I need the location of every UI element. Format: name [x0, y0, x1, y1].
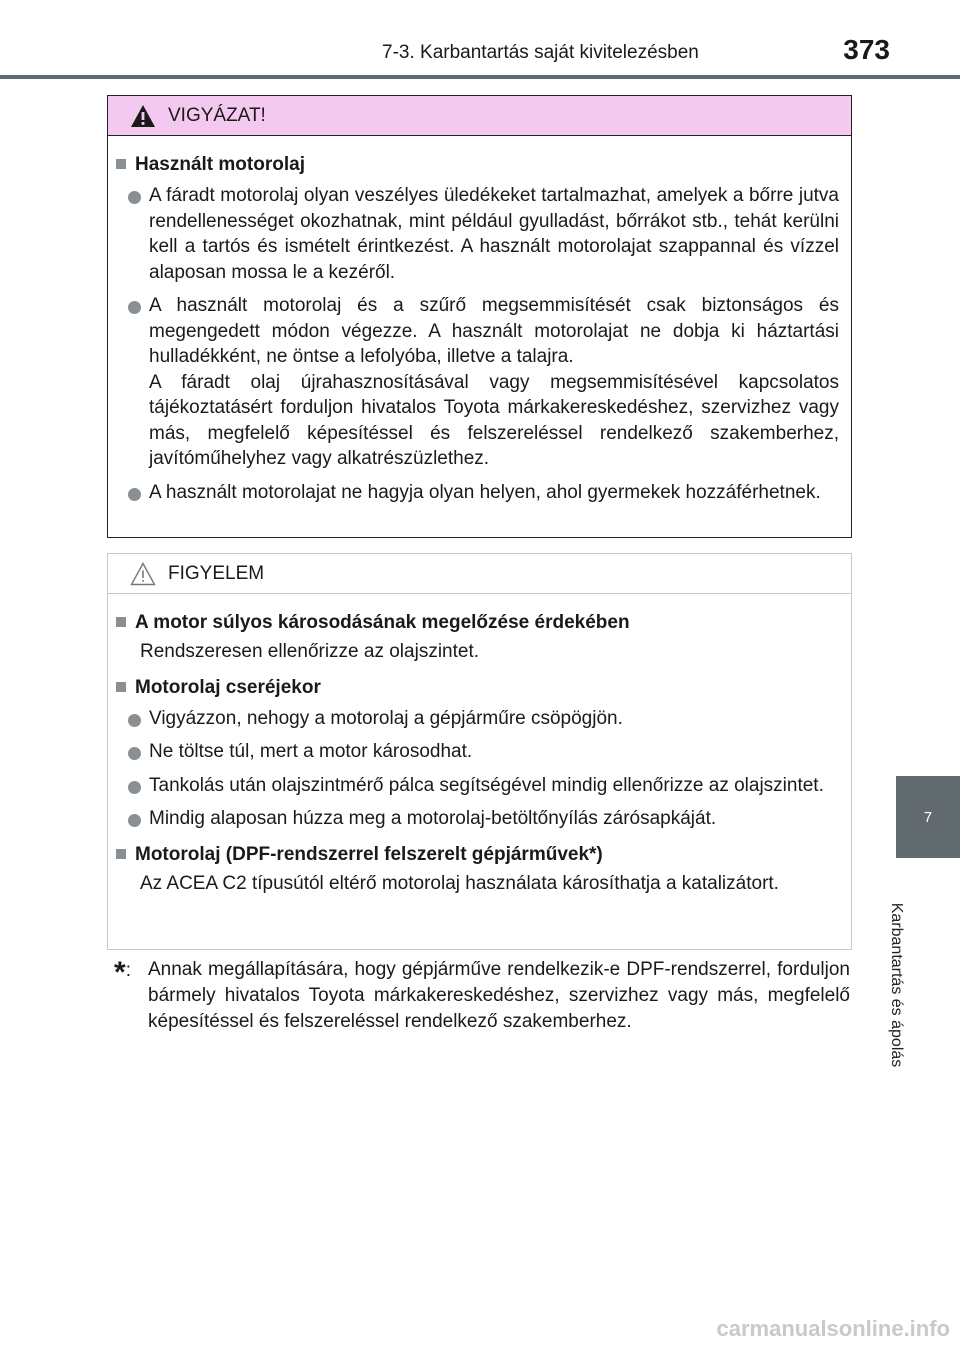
- square-bullet-icon: [116, 159, 126, 169]
- warning-triangle-icon: [130, 104, 156, 128]
- heading-text: Motorolaj cseréjekor: [135, 676, 321, 698]
- warning-header: [108, 96, 851, 136]
- bullet-text: Tankolás után olajszintmérő pálca segítségével mindig ellenőrizze az olajszintet.: [149, 774, 824, 796]
- list-item: [116, 806, 839, 832]
- colon: :: [125, 960, 131, 981]
- bullet-text: A fáradt motorolaj olyan veszélyes üledékeket tartalmazhat, amelyek a bőrre jutva rendellenességet okozhatnak, mint például gyulladást, bőrrákot stb., tehát kerülni kell a tartós és ismételt érintkezést. A használt motorolajat szappannal és vízzel alaposan mossa le a kezéről.: [149, 185, 839, 283]
- chapter-tab: [896, 776, 960, 858]
- paragraph: Rendszeresen ellenőrizze az olajszintet.: [140, 641, 480, 662]
- square-bullet-icon: [116, 849, 126, 859]
- bullet-text-continuation: A fáradt olaj újrahasznosításával vagy megsemmisítésével kapcsolatos tájékoztatásért forduljon hivatalos Toyota márkakereskedéshez, szervizhez vagy más, megfelelő képesítéssel és felszereléssel rendelkező szakemberhez, javítóműhelyhez vagy alkatrészüzlethez.: [149, 371, 839, 469]
- chapter-title: Karbantartás és ápolás: [888, 902, 905, 1068]
- section-title: 7-3. Karbantartás saját kivitelezésben: [382, 42, 699, 63]
- header-rule: [0, 75, 960, 79]
- chapter-number: 7: [923, 808, 933, 826]
- list-item: [116, 480, 839, 506]
- round-bullet-icon: [128, 781, 141, 794]
- section-heading: [116, 840, 839, 869]
- heading-text: A motor súlyos károsodásának megelőzése érdekében: [135, 612, 630, 633]
- section-heading: [116, 608, 839, 637]
- footnote-text: Annak megállapítására, hogy gépjárműve rendelkezik-e DPF-rendszerrel, forduljon bármely hivatalos Toyota márkakereskedéshez, szervizhez vagy más, megfelelő képesítéssel és felszereléssel rendelkező szakemberhez.: [148, 959, 850, 1032]
- bullet-text: Ne töltse túl, mert a motor károsodhat.: [149, 741, 473, 762]
- footnote: [114, 957, 850, 1035]
- round-bullet-icon: [128, 714, 141, 727]
- bullet-text: A használt motorolajat ne hagyja olyan helyen, ahol gyermekek hozzáférhetnek.: [149, 481, 821, 503]
- square-bullet-icon: [116, 617, 126, 627]
- square-bullet-icon: [116, 682, 126, 692]
- round-bullet-icon: [128, 488, 141, 501]
- notice-body: [108, 594, 851, 896]
- round-bullet-icon: [128, 191, 141, 204]
- bullet-text-part: A használt motorolaj és a szűrő megsemmisítését csak biztonságos és megengedett módon végezze. A használt motorolajat ne dobja ki háztartási hulladékként, ne öntse a lefolyóba, illetve a talajra.: [149, 295, 839, 367]
- paragraph: Az ACEA C2 típusútól eltérő motorolaj használata károsíthatja a katalizátort.: [140, 872, 779, 894]
- list-item: [116, 183, 839, 285]
- heading-text: Motorolaj (DPF-rendszerrel felszerelt gépjárművek*): [135, 843, 603, 865]
- page-number: 373: [843, 34, 890, 65]
- notice-box: [107, 553, 852, 950]
- notice-header: [108, 554, 851, 594]
- caution-triangle-icon: [130, 562, 156, 586]
- asterisk: *: [114, 956, 126, 989]
- round-bullet-icon: [128, 747, 141, 760]
- list-item: [116, 706, 839, 732]
- watermark: carmanualsonline.info: [716, 1316, 950, 1341]
- list-item: [116, 739, 839, 765]
- list-item: [116, 293, 839, 472]
- warning-body: [108, 136, 851, 505]
- bullet-text: [149, 293, 839, 472]
- heading-text: Használt motorolaj: [135, 154, 305, 175]
- round-bullet-icon: [128, 301, 141, 314]
- round-bullet-icon: [128, 814, 141, 827]
- warning-label: VIGYÁZAT!: [168, 104, 266, 126]
- list-item: [116, 773, 839, 799]
- bullet-text: Mindig alaposan húzza meg a motorolaj-betöltőnyílás zárósapkáját.: [149, 808, 717, 829]
- footnote-marker: [114, 957, 148, 1035]
- section-heading: [116, 673, 839, 702]
- notice-label: FIGYELEM: [168, 562, 265, 584]
- section-heading: [116, 150, 839, 179]
- bullet-text: Vigyázzon, nehogy a motorolaj a gépjárműre csöpögjön.: [149, 707, 623, 729]
- warning-box: [107, 95, 852, 538]
